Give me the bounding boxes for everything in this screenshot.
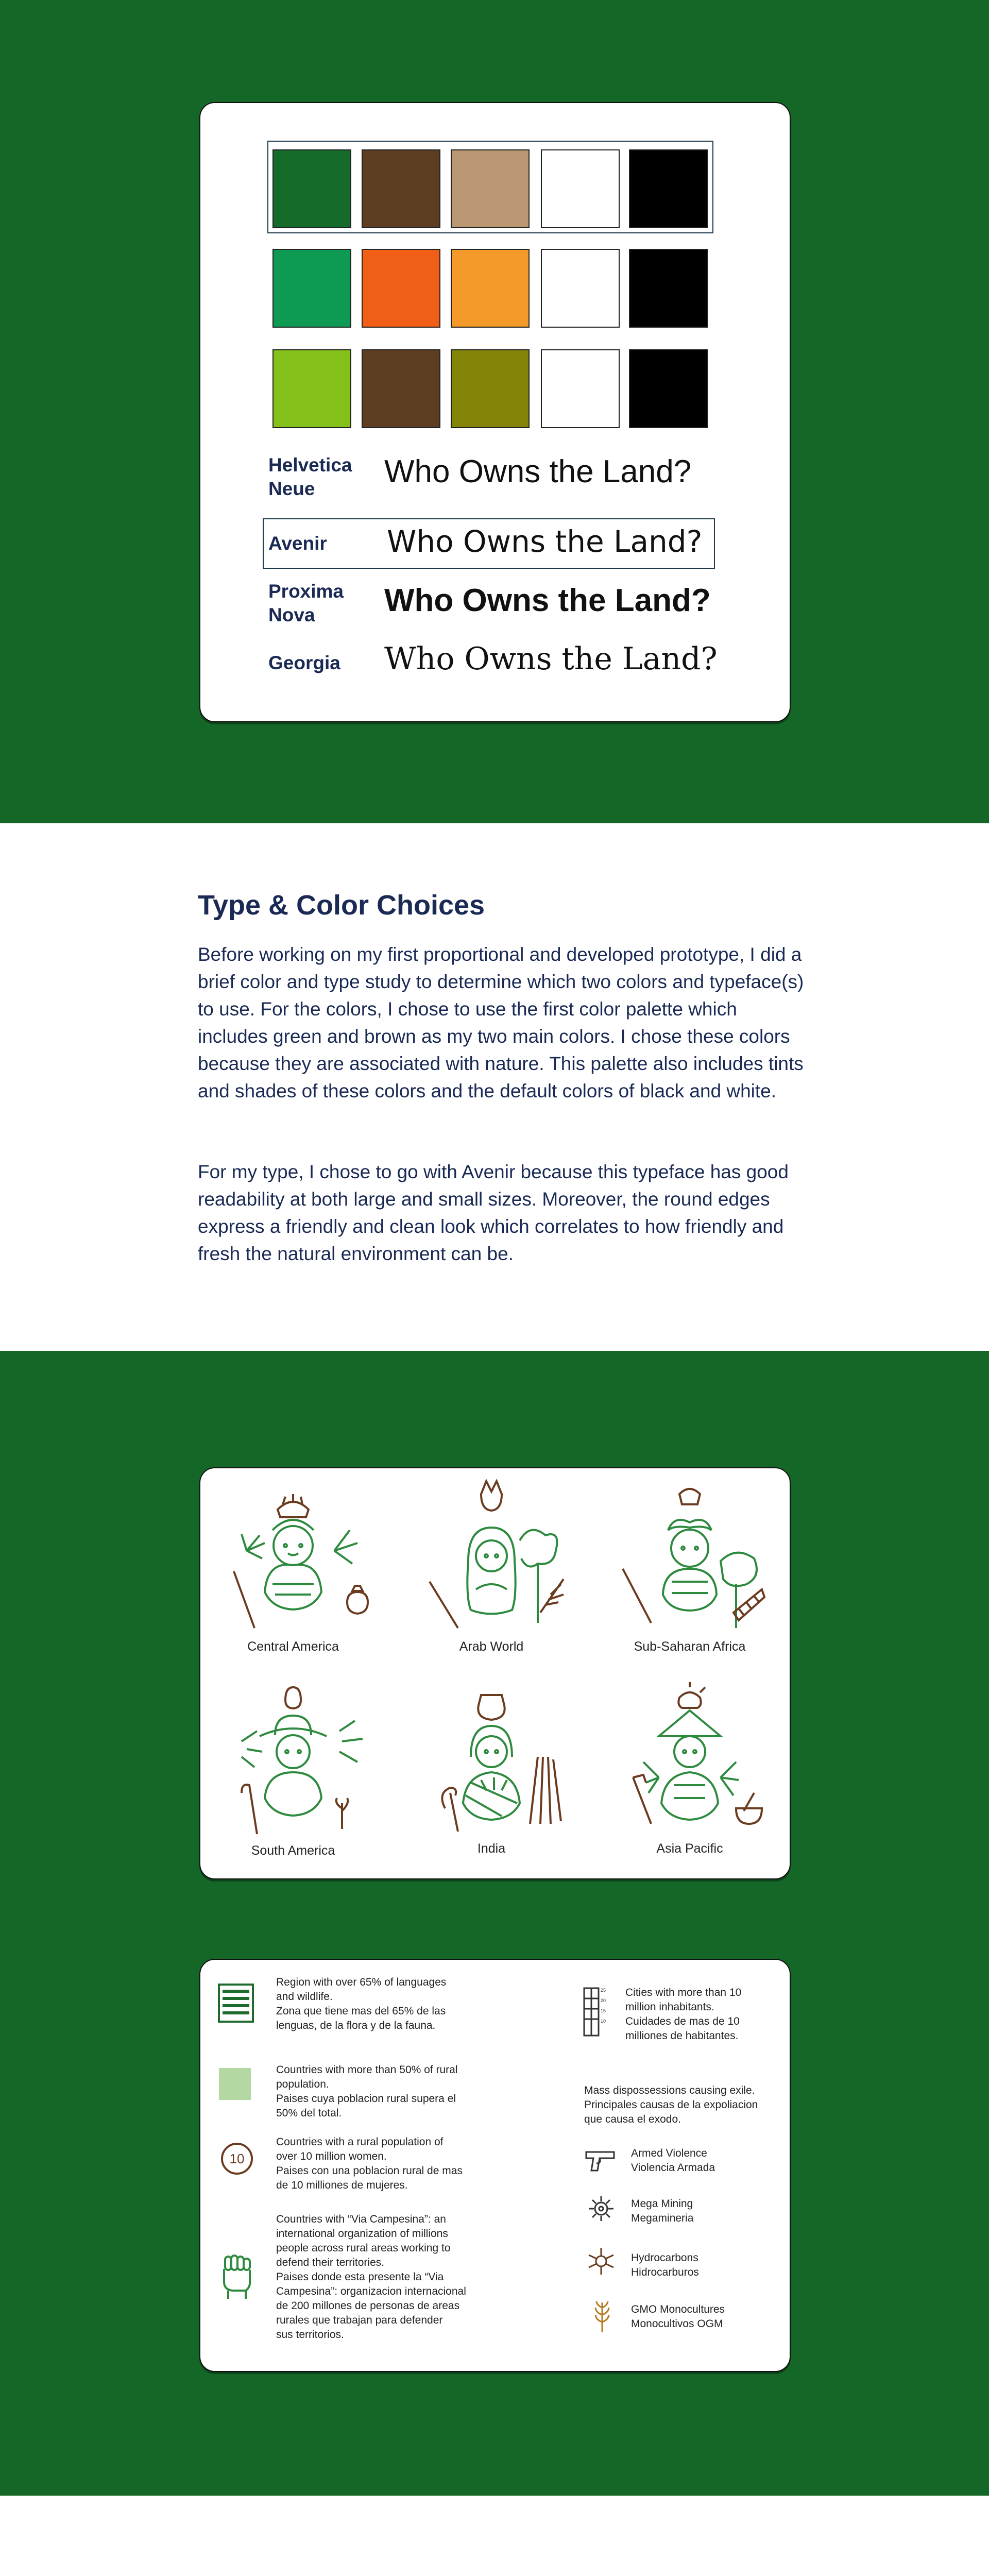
gun-icon [584, 2148, 617, 2174]
color-swatch [541, 149, 620, 228]
figure-label-sub-saharan-africa: Sub-Saharan Africa [634, 1639, 746, 1654]
color-swatch [451, 349, 530, 428]
light-green-square-icon [219, 2068, 251, 2100]
color-swatch [629, 249, 708, 328]
mining-gear-icon [587, 2194, 616, 2223]
color-swatch [362, 349, 440, 428]
color-swatch [629, 149, 708, 228]
svg-text:10: 10 [601, 2019, 606, 2024]
color-swatch [541, 249, 620, 328]
central-america-woman-icon [211, 1473, 376, 1638]
figure-label-central-america: Central America [247, 1639, 339, 1654]
color-swatch [362, 149, 440, 228]
legend-text-languages-wildlife: Region with over 65% of languages and wildlife. Zona que tiene mas del 65% de las lenguas, de la flora y de la fauna. [276, 1976, 447, 2031]
font-name-helvetica: Helvetica Neue [268, 454, 352, 499]
svg-text:20: 20 [601, 1998, 606, 2003]
color-swatch [629, 349, 708, 428]
circle-10-label: 10 [229, 2151, 245, 2166]
legend-text-mass-dispossessions: Mass dispossessions causing exile. Principales causas de la expoliacion que causa el exodo. [584, 2084, 758, 2125]
section-title-type-color: Type & Color Choices [198, 890, 485, 921]
legend-text-armed-violence: Armed Violence Violencia Armada [631, 2147, 715, 2174]
city-scale-icon [579, 1986, 615, 2037]
font-sample-avenir: Who Owns the Land? [387, 524, 703, 559]
legend-text-via-campesina: Countries with “Via Campesina”: an international organization of millions people across rural areas working to defend their territories. Paises donde esta presente la “Via Campesina”: organizacion internacional de 200 millones de personas de areas rurales que trabajan para defender sus territorios. [276, 2213, 466, 2341]
font-sample-georgia: Who Owns the Land? [384, 641, 718, 677]
color-swatch [451, 249, 530, 328]
color-swatch [362, 249, 440, 328]
color-swatch [272, 349, 351, 428]
color-swatch [451, 149, 530, 228]
legend-text-mega-mining: Mega Mining Megamineria [631, 2198, 694, 2224]
south-america-woman-icon [211, 1674, 376, 1844]
font-name-georgia: Georgia [268, 652, 340, 673]
infographic-band [0, 1351, 989, 2496]
legend-text-large-cities: Cities with more than 10 million inhabitants. Cuidades de mas de 10 milliones de habitantes. [625, 1987, 742, 2042]
color-swatch [541, 349, 620, 428]
paragraph-type-study: For my type, I chose to go with Avenir because this typeface has good readability at both large and small sizes. Moreover, the round edges express a friendly and clean look which correlates to how friendly and fresh the natural environment can be. [198, 1161, 789, 1264]
type-color-study-card [199, 102, 791, 722]
asia-pacific-woman-icon [607, 1674, 772, 1844]
legend-text-rural-population: Countries with more than 50% of rural population. Paises cuya poblacion rural supera el 50% del total. [276, 2064, 458, 2119]
arab-world-woman-icon [409, 1473, 574, 1638]
font-name-avenir: Avenir [268, 533, 327, 554]
figure-label-india: India [477, 1841, 506, 1856]
hero-band-type-color [0, 0, 989, 823]
india-woman-icon [409, 1674, 574, 1844]
font-sample-helvetica: Who Owns the Land? [384, 454, 692, 489]
figure-label-south-america: South America [251, 1843, 335, 1858]
legend-text-rural-women: Countries with a rural population of over 10 million women. Paises con una poblacion rural de mas de 10 milliones de mujeres. [276, 2136, 463, 2191]
svg-text:15: 15 [601, 2008, 606, 2013]
font-name-proxima-nova: Proxima Nova [268, 581, 344, 625]
svg-text:25: 25 [601, 1988, 606, 1993]
striped-box-icon [217, 1983, 254, 2023]
paragraph-color-study: Before working on my first proportional and developed prototype, I did a brief color and type study to determine which two colors and typeface(s) to use. For the colors, I chose to use the first color palette which includes green and brown as my two main colors. I chose these colors because they are associated with nature. This palette also includes tints and shades of these colors and the default colors of black and white. [198, 944, 804, 1101]
font-sample-proxima-nova: Who Owns the Land? [384, 583, 711, 618]
legend-text-gmo-monocultures: GMO Monocultures Monocultivos OGM [631, 2303, 725, 2330]
color-swatch [272, 149, 351, 228]
women-figures-card [199, 1467, 791, 1879]
map-legend-card [199, 1959, 791, 2372]
color-swatch [272, 249, 351, 328]
figure-label-asia-pacific: Asia Pacific [656, 1841, 723, 1856]
hydrocarbon-icon [587, 2246, 616, 2277]
legend-text-hydrocarbons: Hydrocarbons Hidrocarburos [631, 2252, 699, 2278]
sub-saharan-africa-woman-icon [607, 1473, 772, 1638]
wheat-icon [589, 2297, 615, 2333]
circle-10-icon [221, 2143, 253, 2175]
raised-fist-icon [221, 2253, 253, 2300]
figure-label-arab-world: Arab World [459, 1639, 524, 1654]
